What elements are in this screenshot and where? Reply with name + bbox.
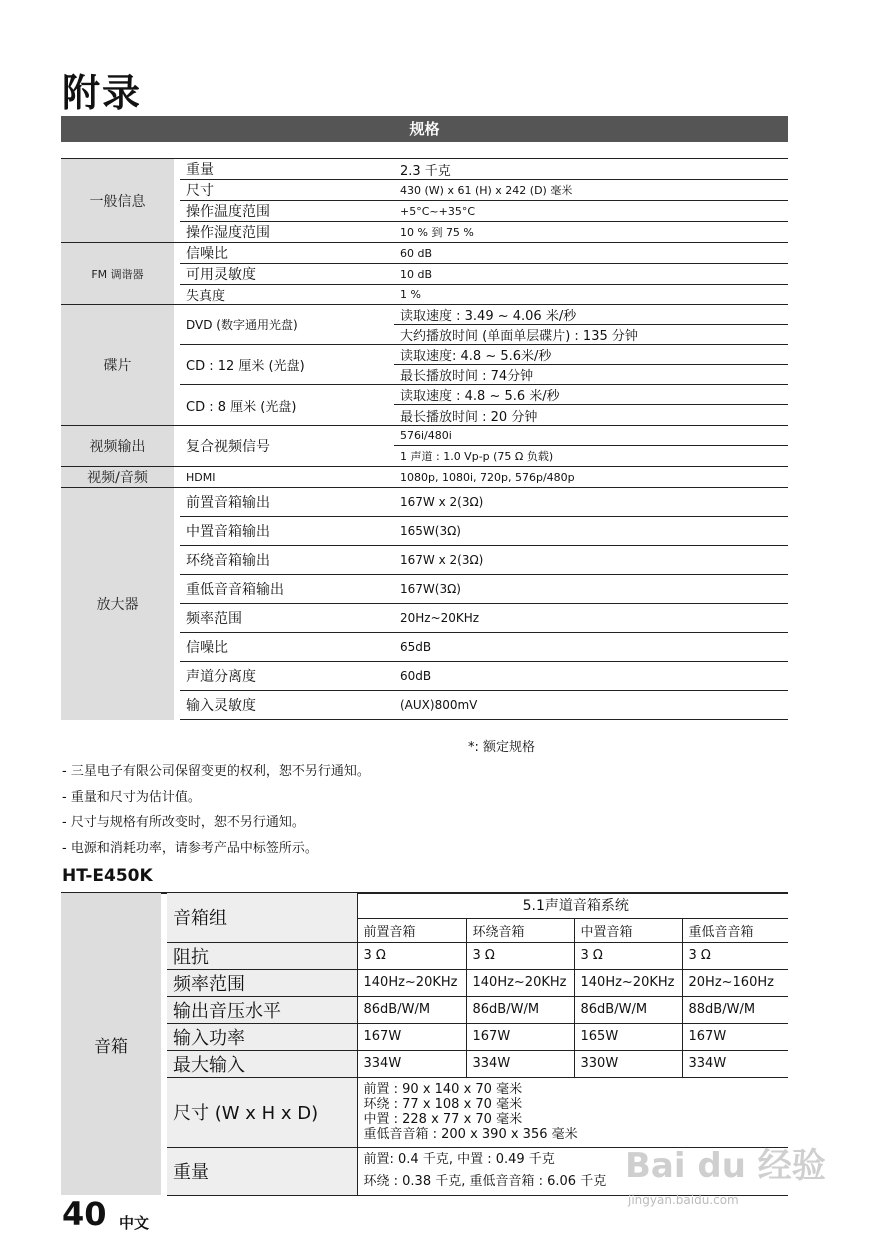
model-title: HT-E450K — [62, 866, 153, 886]
weight-line-1: 前置: 0.4 千克, 中置 : 0.49 千克 — [363, 1152, 555, 1167]
spec-label: 尺寸 — [180, 180, 394, 201]
cat-amplifier: 放大器 — [61, 488, 174, 720]
spec-label: 频率范围 — [167, 969, 357, 996]
spec-label: CD : 12 厘米 (光盘) — [180, 345, 394, 385]
note-2: - 重量和尺寸为估计值。 — [62, 790, 201, 805]
spec-label: 重量 — [167, 1147, 357, 1195]
spec-label: HDMI — [180, 467, 394, 488]
page-language: 中文 — [119, 1214, 150, 1232]
spec-label: 声道分离度 — [180, 662, 394, 691]
spec-value: (AUX)800mV — [394, 691, 788, 720]
spec-value: 3 Ω — [466, 942, 574, 969]
page-number: 40 — [62, 1195, 107, 1233]
spec-value: 1 % — [394, 285, 788, 305]
spec-value: +5°C~+35°C — [394, 201, 788, 222]
dim-surround: 环绕 : 77 x 108 x 70 毫米 — [363, 1097, 523, 1112]
spec-label: 操作温度范围 — [180, 201, 394, 222]
spec-value: 60 dB — [394, 243, 788, 264]
spec-label: 失真度 — [180, 285, 394, 305]
spec-value: 167W — [357, 1023, 466, 1050]
dim-center: 中置 : 228 x 77 x 70 毫米 — [363, 1112, 523, 1127]
spec-label: 输入灵敏度 — [180, 691, 394, 720]
spec-table — [61, 158, 788, 720]
spec-value: 140Hz~20KHz — [574, 969, 682, 996]
spec-value: 167W x 2(3Ω) — [394, 488, 788, 517]
weight-line-2: 环绕 : 0.38 千克, 重低音音箱 : 6.06 千克 — [363, 1174, 607, 1189]
spec-value: 20Hz~20KHz — [394, 604, 788, 633]
spec-value: 3 Ω — [574, 942, 682, 969]
speaker-system: 5.1声道音箱系统 — [357, 893, 788, 918]
page-title: 附录 — [62, 71, 143, 115]
spec-value: 167W — [682, 1023, 788, 1050]
rated-note: *: 额定规格 — [468, 740, 536, 755]
spec-value: 3 Ω — [357, 942, 466, 969]
spec-label: 尺寸 (W x H x D) — [167, 1077, 357, 1147]
col-header: 环绕音箱 — [466, 918, 574, 942]
spec-value: 86dB/W/M — [466, 996, 574, 1023]
spec-value: 330W — [574, 1050, 682, 1077]
spec-label: 信噪比 — [180, 633, 394, 662]
spec-value: 60dB — [394, 662, 788, 691]
spec-label: 复合视频信号 — [180, 426, 394, 467]
spec-value: 430 (W) x 61 (H) x 242 (D) 毫米 — [394, 180, 788, 201]
cat-disc: 碟片 — [61, 305, 174, 426]
spec-value: 65dB — [394, 633, 788, 662]
spec-value: 读取速度 : 3.49 ~ 4.06 米/秒 — [394, 305, 788, 325]
spec-value: 165W — [574, 1023, 682, 1050]
cat-speaker: 音箱 — [61, 893, 161, 1195]
spec-value: 88dB/W/M — [682, 996, 788, 1023]
spec-value: 165W(3Ω) — [394, 517, 788, 546]
spec-label: 信噪比 — [180, 243, 394, 264]
spec-value: 140Hz~20KHz — [466, 969, 574, 996]
col-header: 重低音音箱 — [682, 918, 788, 942]
dim-subwoofer: 重低音音箱 : 200 x 390 x 356 毫米 — [363, 1127, 578, 1142]
spec-label: DVD (数字通用光盘) — [180, 305, 394, 345]
spec-value: 1080p, 1080i, 720p, 576p/480p — [394, 467, 788, 488]
spec-value: 140Hz~20KHz — [357, 969, 466, 996]
spec-value: 334W — [357, 1050, 466, 1077]
spec-label: 可用灵敏度 — [180, 264, 394, 285]
spec-label: 频率范围 — [180, 604, 394, 633]
dim-front: 前置 : 90 x 140 x 70 毫米 — [363, 1082, 523, 1097]
cat-fm: FM 调谐器 — [61, 243, 174, 305]
spec-value: 167W(3Ω) — [394, 575, 788, 604]
spec-label: 音箱组 — [167, 893, 357, 942]
spec-label: 重量 — [180, 159, 394, 180]
spec-value: 最长播放时间 : 20 分钟 — [394, 405, 788, 426]
spec-value: 读取速度 : 4.8 ~ 5.6 米/秒 — [394, 385, 788, 405]
spec-label: 最大输入 — [167, 1050, 357, 1077]
spec-value: 10 dB — [394, 264, 788, 285]
col-header: 前置音箱 — [357, 918, 466, 942]
spec-value: 3 Ω — [682, 942, 788, 969]
cat-av: 视频/音频 — [61, 467, 174, 488]
spec-value: 10 % 到 75 % — [394, 222, 788, 243]
spec-label: 中置音箱输出 — [180, 517, 394, 546]
spec-label: 操作湿度范围 — [180, 222, 394, 243]
spec-value: 167W — [466, 1023, 574, 1050]
spec-value: 86dB/W/M — [357, 996, 466, 1023]
spec-value: 334W — [682, 1050, 788, 1077]
section-header: 规格 — [61, 116, 788, 142]
spec-value: 576i/480i — [394, 426, 788, 446]
cat-general: 一般信息 — [61, 159, 174, 243]
spec-label: 环绕音箱输出 — [180, 546, 394, 575]
watermark-url: jingyan.baidu.com — [628, 1193, 739, 1207]
spec-value: 20Hz~160Hz — [682, 969, 788, 996]
note-3: - 尺寸与规格有所改变时，恕不另行通知。 — [62, 815, 305, 830]
col-header: 中置音箱 — [574, 918, 682, 942]
spec-label: CD : 8 厘米 (光盘) — [180, 385, 394, 426]
watermark-logo: Bai du 经验 — [625, 1146, 826, 1186]
spec-value: 167W x 2(3Ω) — [394, 546, 788, 575]
spec-value: 大约播放时间 (单面单层碟片) : 135 分钟 — [394, 325, 788, 345]
spec-value: 最长播放时间 : 74分钟 — [394, 365, 788, 385]
spec-label: 阻抗 — [167, 942, 357, 969]
spec-label: 前置音箱输出 — [180, 488, 394, 517]
spec-label: 输入功率 — [167, 1023, 357, 1050]
note-4: - 电源和消耗功率，请参考产品中标签所示。 — [62, 841, 318, 856]
spec-value: 86dB/W/M — [574, 996, 682, 1023]
spec-label: 重低音音箱输出 — [180, 575, 394, 604]
spec-value: 读取速度: 4.8 ~ 5.6米/秒 — [394, 345, 788, 365]
spec-value: 334W — [466, 1050, 574, 1077]
note-1: - 三星电子有限公司保留变更的权利，恕不另行通知。 — [62, 764, 370, 779]
spec-value: 1 声道 : 1.0 Vp-p (75 Ω 负载) — [394, 446, 788, 467]
cat-video: 视频输出 — [61, 426, 174, 467]
spec-value: 2.3 千克 — [394, 159, 788, 180]
spec-label: 输出音压水平 — [167, 996, 357, 1023]
